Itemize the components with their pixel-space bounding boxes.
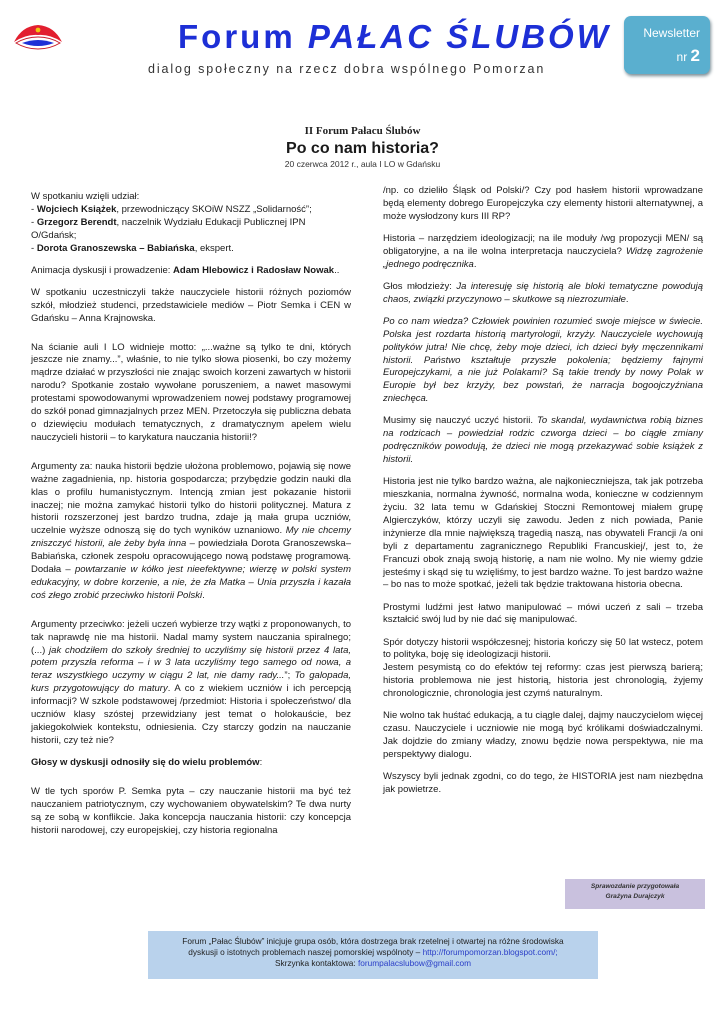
article-title: Po co nam historia? [286,140,439,157]
article-date: 20 czerwca 2012 r., aula I LO w Gdańsku [284,159,441,169]
article-series: II Forum Pałacu Ślubów [304,125,421,137]
paragraph: Głos młodzieży: Ja interesuję się historią ale bloki tematyczne powodują chaos, związki przyczynowo – skutkowe są niezrozumiałe. [383,280,703,305]
newsletter-badge [624,16,710,74]
title-regular: Forum [178,18,296,55]
paragraph: W tle tych sporów P. Semka pyta – czy nauczanie historii ma być też nauczaniem patriotycznym, czy wychowaniem obywatelskim? Te dwa nurty są ze sobą w konflikcie. Jaka koncepcja nauczania historii: czy koncepcja historii narodowej, czy europejskiej, czy historia regionalna [31,785,351,836]
paragraph: W spotkaniu uczestniczyli także nauczyciele historii różnych poziomów szkół, młodzież studenci, przedstawiciele mediów – Piotr Semka i CEN w Gdańsku – Anna Krajnowska. [31,286,351,324]
forum-logo [12,22,64,52]
footer-line: dyskusji o istotnych problemach naszej pomorskiej wspólnoty – http://forumpomorzan.blogspot.com/; [188,947,558,958]
moderators: Animacja dyskusji i prowadzenie: Adam Hlebowicz i Radosław Nowak.. [31,264,340,276]
paragraph: Wszyscy byli jednak zgodni, co do tego, że HISTORIA jest nam niezbędna jak powietrze. [383,770,703,795]
paragraph: /np. co dzieliło Śląsk od Polski/? Czy pod hasłem historii wprowadzane będą elementy dobrego Europejczyka czy elementy historii alternatywnej, a może wysłodzony kurs III RP? [383,185,703,222]
paragraph: Historia jest nie tylko bardzo ważna, ale najkonieczniejsza, tak jak potrzeba mieszkania, normalna żywność, normalna woda, konieczne w codziennym życiu. 32 lata temu w Gdańskiej Stoczni Remontowej miałem grupę Algierczyków, którzy uczyli się zawodu. Jeden z nich powiada, Panie inżynierze dla mnie największą tragedią naszą, nas obywateli Francji /a oni byli z departamentu zagranicznego Republiki Francuskiej/, jest to, że Francuzi obok znają swoją historię, a nam nie wolno. My nie wiemy gdzie jesteśmy i skąd się tu wzięliśmy, to jest bardzo ważne. To jest bardzo ważne – bo nas to może spotkać, jeżeli tak będzie traktowana historia obecna. [383,476,703,591]
footer-line: Skrzynka kontaktowa: forumpalacslubow@gmail.com [274,958,472,969]
footer-line: Forum „Pałac Ślubów” inicjuje grupa osób, która dostrzega brak rzetelnej i otwartej na różne środowiska [182,936,564,946]
newsletter-label: Newsletter [643,26,700,40]
paragraph: Historia – narzędziem ideologizacji; na ile moduły /wg propozycji MEN/ są obligatoryjne, a na ile wolna interpretacja nauczyciela? Widzę zagrożenie „jednego podręcznika. [383,232,703,270]
forum-subtitle: dialog społeczny na rzecz dobra wspólnego Pomorzan [148,62,546,76]
paragraph: Na ścianie auli I LO widnieje motto: „...ważne są tylko te dni, których jeszcze nie znamy...”, właśnie, to nie tylko słowa piosenki, bo czy możemy mądrze działać w przyszłości nie znając swoich korzeni zawartych w historii narodu? Spotkanie zostało wywołane poruszeniem, a nawet masowymi protestami spowodowanymi wprowadzeniem nowej podstawy programowej do szkół ponad gimnazjalnych przez MEN. Przetoczyła się publiczna debata o dziewięciu modułach tematycznych, z dramatycznym apelem wielu nauczycieli historii – to karykatura nauczania historii!? [31,341,351,443]
footer-box [148,931,598,979]
report-signature: Sprawozdanie przygotowała Grażyna Durajczyk [565,879,705,909]
newsletter-number-line [677,46,700,66]
forum-title [178,18,611,56]
blog-link[interactable]: http://forumpomorzan.blogspot.com/; [422,947,558,958]
paragraph: Argumenty przeciwko: jeżeli uczeń wybierze trzy wątki z proponowanych, to tak naprawdę nie ma historii. Nadal mamy system nauczania spiralnego; (...) jak chodziłem do szkoły średniej to uczyliśmy się historii przez 4 lata, potem przyszła reforma – i w 3 lata uczyliśmy tego samego od nowa, a teraz wszystkiego uczymy w ciągu 2 lat, nie damy rady...”; To galopada, kurs przygotowujący do matury. A co z wiekiem uczniów i ich percepcją informacji? W szkole podstawowej /przedmiot: Historia i społeczeństwo/ dla uczniów klasy szóstej przewidziany jest temat o holokauście, bez jakiegokolwiek kontekstu, odniesienia. Czy starczy godzin na nauczanie historii, czy też nie? [31,618,351,746]
right-column [383,185,703,806]
paragraph: Argumenty za: nauka historii będzie ułożona problemowo, pojawią się nowe ważne zagadnienia, np. historia gospodarcza; przybędzie godzin nauki dla klas o profilu humanistycznym. Intencją zmian jest pokazanie historii inaczej; nie można zamykać historii tylko do historii politycznej. Matura z historii rozszerzonej jest bardzo trudna, zdaje ją mała grupa uczniów, uczelnie wyższe odnoszą się do tych wyników uznaniowo. My nie chcemy zniszczyć historii, ale żeby była inna – powiedziała Dorota Granoszewska–Babiańska, członek zespołu opracowującego nową podstawę programową. Dodała – powtarzanie w kółko jest nieefektywne; wierzę w polski system edukacyjny, w dobre korzenie, a nie, że zła Matka – Unia przyszła i kazała coś złego zrobić przeciwko historii Polski. [31,460,351,601]
newsletter-nr: nr [676,50,688,64]
left-column [31,191,351,847]
paragraph: Spór dotyczy historii współczesnej; historia kończy się 50 lat wstecz, potem to polityka, boję się ideologizacji historii. Jestem pesymistą co do efektów tej reformy: czas jest pierwszą barierą; historia problemowa nie jest historią, historia jest chronologią, żyjemy chronologicznie, chronologia jest czymś naturalnym. [383,636,703,700]
paragraph: Po co nam wiedza? Człowiek powinien rozumieć swoje miejsce w świecie. Polska jest rozdarta historią martyrologii, krzyży. Nauczyciele wychowują polityków jutra! Nie chcę, żeby moje dzieci, ich dzieci były męczennikami historii. Państwo kształtuje przyszłe pokolenia; będziemy fajnymi Europejczykami, a nie już Polakami? Są takie trendy by nowy Polak w Europie był bez krzyży, bez powstań, że narracja bogoojczyźniana zniechęca. [383,315,703,405]
paragraph: Nie wolno tak huśtać edukacją, a tu ciągle dalej, dajmy nauczycielom więcej czasu. Nauczyciele i uczniowie nie mogą być królikami doświadczalnymi. Jak dojdzie do zmiany władzy, znowu będzie nowa perspektywa, nie ma perspektywy dialogu. [383,710,703,760]
discussion-heading: Głosy w dyskusji odnosiły się do wielu problemów: [31,757,263,768]
paragraph: Prostymi ludźmi jest łatwo manipulować – mówi uczeń z sali – trzeba kształcić swój lud by nie dać się manipulować. [383,601,703,626]
title-italic: PAŁAC ŚLUBÓW [307,18,611,55]
newsletter-number: 2 [690,46,700,65]
email-link[interactable]: forumpalacslubow@gmail.com [357,958,472,969]
paragraph: Musimy się nauczyć uczyć historii. To skandal, wydawnictwa robią biznes na rodzicach – powiedział rodzic czworga dzieci – bo ciągłe zmiany podręczników powodują, że dzieci nie mogą przekazywać sobie książek z historii. [383,415,703,466]
participants: W spotkaniu wzięli udział: - Wojciech Książek, przewodniczący SKOiW NSZZ „Solidarność”; - Grzegorz Berendt, naczelnik Wydziału Edukacji Publicznej IPN O/Gdańsk; - Dorota Granoszewska – Babiańska, ekspert. [31,191,312,254]
